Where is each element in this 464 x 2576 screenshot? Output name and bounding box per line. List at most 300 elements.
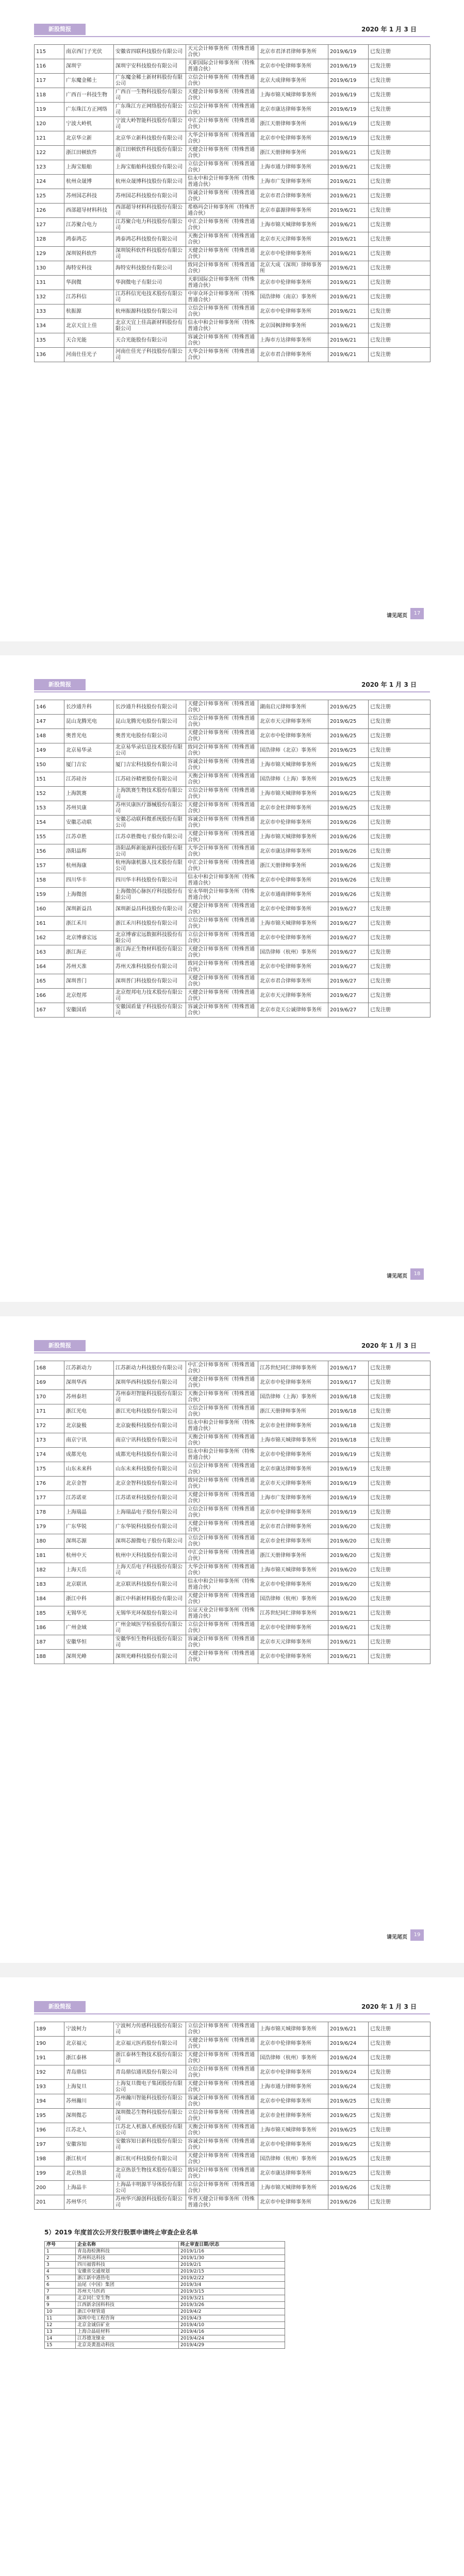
table-cell: 容诚会计师事务所（特殊普通合伙） — [186, 1635, 258, 1650]
table-cell: 196 — [35, 2123, 64, 2138]
table-cell: 2019/6/21 — [328, 146, 369, 160]
table-cell: 广东珠江方正网络股份有限公司 — [114, 103, 186, 117]
table-row — [45, 2295, 285, 2302]
header-divider — [34, 2013, 430, 2014]
table-cell: 2 — [45, 2255, 76, 2262]
table-cell: 北京市中伦律师事务所 — [258, 59, 328, 74]
table-cell: 杭州海康机器人技术股份有限公司 — [114, 859, 186, 873]
table-cell: 已发注册 — [369, 2022, 430, 2037]
table-cell: 2019/6/19 — [328, 1448, 369, 1462]
table-cell: 立信会计师事务所（特殊普通合伙） — [186, 1404, 258, 1419]
table-row — [35, 1448, 430, 1462]
table-cell: 8 — [45, 2295, 76, 2302]
table-row — [35, 1390, 430, 1404]
table-header-row — [45, 2242, 285, 2248]
table-cell: 已发注册 — [369, 945, 430, 960]
table-cell: 杭州众晟博科技股份有限公司 — [114, 175, 186, 189]
table-cell: 已发注册 — [369, 1477, 430, 1491]
table-cell: 已发注册 — [369, 1592, 430, 1606]
table-row — [35, 2138, 430, 2152]
table-cell: 安徽芯动联科微系统股份有限公司 — [114, 816, 186, 830]
table-cell: 2019/6/26 — [328, 2181, 369, 2195]
table-cell: 浙江天册律师事务所 — [258, 1549, 328, 1563]
table-cell: 北京市中伦律师事务所 — [258, 2138, 328, 2152]
table-cell: 上海复旦 — [64, 2080, 114, 2094]
table-row — [35, 1534, 430, 1549]
page-footer — [0, 1929, 464, 1947]
table-cell: 2019/2/22 — [179, 2275, 285, 2282]
table-cell: 河南仕佳光子科技股份有限公司 — [114, 348, 186, 362]
table-cell: 124 — [35, 175, 64, 189]
table-cell: 深圳普门科技股份有限公司 — [114, 974, 186, 989]
table-row — [45, 2289, 285, 2295]
table-cell: 200 — [35, 2181, 64, 2195]
table-cell: 已发注册 — [369, 1534, 430, 1549]
table-row — [35, 59, 430, 74]
table-cell: 2019/6/27 — [328, 931, 369, 945]
table-row — [35, 218, 430, 232]
table-cell: 奥普光电 — [64, 729, 114, 743]
table-cell: 宁波大岭智能科技股份有限公司 — [114, 117, 186, 131]
table-cell: 安徽国盾 — [64, 1003, 114, 1018]
table-cell: 北京热景 — [64, 2166, 114, 2181]
table-row — [35, 2022, 430, 2037]
table-cell: 北京市君合律师事务所 — [258, 974, 328, 989]
ipo-table — [34, 1361, 430, 1664]
header-divider — [34, 691, 430, 692]
table-cell: 129 — [35, 247, 64, 261]
table-cell: 致同会计师事务所（特殊普通合伙） — [186, 743, 258, 758]
table-cell: 苏州科达科技 — [76, 2255, 179, 2262]
table-cell: 已发注册 — [369, 290, 430, 304]
table-cell: 厦门吉宏 — [64, 758, 114, 772]
table-cell: 天健会计师事务所（特殊普通合伙） — [186, 1650, 258, 1664]
table-row — [35, 1650, 430, 1664]
table-cell: 北京市中伦律师事务所 — [258, 2037, 328, 2051]
table-cell: 上海微创 — [64, 888, 114, 902]
table-cell: 2019/6/20 — [328, 1534, 369, 1549]
table-row — [35, 830, 430, 844]
table-row — [35, 1433, 430, 1448]
table-cell: 天健会计师事务所（特殊普通合伙） — [186, 2152, 258, 2166]
table-cell: 青岛海检测科技 — [76, 2248, 179, 2255]
table-cell: 2019/6/21 — [328, 247, 369, 261]
table-cell: 2019/6/18 — [328, 1419, 369, 1433]
table-row — [35, 1505, 430, 1520]
table-row — [35, 2181, 430, 2195]
table-cell: 山东未来科技股份有限公司 — [114, 1462, 186, 1477]
table-cell: 国浩律师（杭州）事务所 — [258, 2051, 328, 2065]
table-cell: 北京市中伦律师事务所 — [258, 1621, 328, 1635]
table-cell: 苏州天准科技股份有限公司 — [114, 960, 186, 974]
table-cell: 130 — [35, 261, 64, 276]
table-row — [35, 88, 430, 103]
table-cell: 浙江中科 — [64, 1592, 114, 1606]
table-row — [35, 247, 430, 261]
table-cell: 北京市君合律师事务所 — [258, 348, 328, 362]
table-cell: 北京市中伦律师事务所 — [258, 276, 328, 290]
table-cell: 已发注册 — [369, 2152, 430, 2166]
table-cell: 苏州瀚川 — [64, 2094, 114, 2109]
table-cell: 大华会计师事务所（特殊普通合伙） — [186, 131, 258, 146]
table-cell: 2019/6/20 — [328, 1592, 369, 1606]
table-cell: 信永中和会计师事务所（特殊普通合伙） — [186, 319, 258, 333]
table-cell: 已发注册 — [369, 1650, 430, 1664]
table-cell: 北京市嘉源律师事务所 — [258, 204, 328, 218]
table-cell: 125 — [35, 189, 64, 204]
table-cell: 天健会计师事务所（特殊普通合伙） — [186, 989, 258, 1003]
table-cell: 180 — [35, 1534, 64, 1549]
table-cell: 1 — [45, 2248, 76, 2255]
table-cell: 江西新余国科科技 — [76, 2302, 179, 2309]
table-cell: 天衡会计师事务所（特殊普通合伙） — [186, 2123, 258, 2138]
table-row — [35, 1376, 430, 1390]
table-cell: 已发注册 — [369, 2051, 430, 2065]
table-cell: 苏州华兴源创科技股份有限公司 — [114, 2195, 186, 2210]
table-cell: 已发注册 — [369, 276, 430, 290]
table-cell: 上海市锦天城律师事务所 — [258, 218, 328, 232]
table-cell: 2019/6/21 — [328, 304, 369, 319]
table-cell: 154 — [35, 816, 64, 830]
table-cell: 已发注册 — [369, 2109, 430, 2123]
table-cell: 2019/6/19 — [328, 1462, 369, 1477]
table-cell: 2019/6/21 — [328, 261, 369, 276]
table-cell: 深圳微芯生物科技股份有限公司 — [114, 2109, 186, 2123]
table-cell: 192 — [35, 2065, 64, 2080]
table-cell: 天职国际会计师事务所（特殊普通合伙） — [186, 59, 258, 74]
table-cell: 大华会计师事务所（特殊普通合伙） — [186, 1563, 258, 1578]
table-cell: 南京宁讯 — [64, 1433, 114, 1448]
ipo-table — [34, 44, 430, 362]
table-cell: 已发注册 — [369, 1520, 430, 1534]
table-cell: 浙江禾川科技股份有限公司 — [114, 917, 186, 931]
table-row — [45, 2329, 285, 2335]
table-cell: 已发注册 — [369, 146, 430, 160]
table-row — [35, 204, 430, 218]
table-cell: 容诚会计师事务所（特殊普通合伙） — [186, 1003, 258, 1018]
table-cell: 已发注册 — [369, 2123, 430, 2138]
table-cell: 苏州瀚川智能科技股份有限公司 — [114, 2094, 186, 2109]
table-cell: 已发注册 — [369, 232, 430, 247]
table-cell: 北京市金杜律师事务所 — [258, 2109, 328, 2123]
table-cell: 2019/6/17 — [328, 1376, 369, 1390]
table-cell: 江苏聚合电力科技股份有限公司 — [114, 218, 186, 232]
table-cell: 2019/6/19 — [328, 117, 369, 131]
table-cell: 147 — [35, 715, 64, 729]
table-cell: 135 — [35, 333, 64, 348]
table-row — [45, 2262, 285, 2268]
table-cell: 174 — [35, 1448, 64, 1462]
report-page — [0, 1977, 464, 2576]
table-cell: 118 — [35, 88, 64, 103]
table-cell: 已发注册 — [369, 2037, 430, 2051]
table-cell: 177 — [35, 1491, 64, 1505]
table-cell: 已发注册 — [369, 2065, 430, 2080]
table-cell: 鸿泰鸿芯科技股份有限公司 — [114, 232, 186, 247]
table-cell: 杭州众晟博 — [64, 175, 114, 189]
table-cell: 海特安科技 — [64, 261, 114, 276]
table-row — [35, 801, 430, 816]
table-cell: 已发注册 — [369, 2181, 430, 2195]
table-cell: 北京大成（深圳）律师事务所 — [258, 261, 328, 276]
table-cell: 浙江天册律师事务所 — [258, 859, 328, 873]
table-cell: 9 — [45, 2302, 76, 2309]
table-cell: 南京宁讯科技股份有限公司 — [114, 1433, 186, 1448]
table-cell: 鸿泰鸿芯 — [64, 232, 114, 247]
table-cell: 191 — [35, 2051, 64, 2065]
table-cell: 北京联讯科技股份有限公司 — [114, 1578, 186, 1592]
table-cell: 江苏科信光电技术股份有限公司 — [114, 290, 186, 304]
table-cell: 信永中和会计师事务所（特殊普通合伙） — [186, 175, 258, 189]
table-cell: 160 — [35, 902, 64, 917]
table-cell: 已发注册 — [369, 715, 430, 729]
table-cell: 2019/6/21 — [328, 232, 369, 247]
table-cell: 华润微 — [64, 276, 114, 290]
table-cell: 浙江光电科技股份有限公司 — [114, 1404, 186, 1419]
table-row — [35, 1635, 430, 1650]
table-cell: 已发注册 — [369, 743, 430, 758]
table-cell: 2019/6/25 — [328, 2152, 369, 2166]
table-cell: 致同会计师事务所（特殊普通合伙） — [186, 960, 258, 974]
table-cell: 北京大成律师事务所 — [258, 74, 328, 88]
table-cell: 2019/6/18 — [328, 1390, 369, 1404]
table-cell: 158 — [35, 873, 64, 888]
table-cell: 2019/6/24 — [328, 2037, 369, 2051]
table-cell: 168 — [35, 1361, 64, 1376]
table-cell: 2019/6/21 — [328, 189, 369, 204]
table-cell: 深圳光峰科技股份有限公司 — [114, 1650, 186, 1664]
table-cell: 187 — [35, 1635, 64, 1650]
table-cell: 河南仕佳光子 — [64, 348, 114, 362]
table-cell: 已发注册 — [369, 348, 430, 362]
table-cell: 2019/6/19 — [328, 1505, 369, 1520]
table-cell: 132 — [35, 290, 64, 304]
table-cell: 苏州天准 — [64, 960, 114, 974]
table-cell: 2019/6/27 — [328, 917, 369, 931]
table-cell: 2019/4/3 — [179, 2315, 285, 2322]
table-cell: 国浩律师（北京）事务所 — [258, 743, 328, 758]
table-cell: 广东华锐 — [64, 1520, 114, 1534]
table-cell: 北京市天元律师事务所 — [258, 1477, 328, 1491]
table-cell: 天合光能股份有限公司 — [114, 333, 186, 348]
table-cell: 广州金域 — [64, 1621, 114, 1635]
table-cell: 浙江天册律师事务所 — [258, 146, 328, 160]
table-cell: 上海天岳电子科技股份有限公司 — [114, 1563, 186, 1578]
table-cell: 172 — [35, 1419, 64, 1433]
table-cell: 广东魔金稀土 — [64, 74, 114, 88]
table-cell: 天职国际会计师事务所（特殊普通合伙） — [186, 276, 258, 290]
footer-label: 请见尾页 — [387, 1274, 407, 1279]
table-cell: 浙江泰林 — [64, 2051, 114, 2065]
table-cell: 15 — [45, 2342, 76, 2349]
table-row — [35, 175, 430, 189]
report-date: 2020 年 1 月 3 日 — [361, 1342, 417, 1349]
table-cell: 北京福元医药股份有限公司 — [114, 2037, 186, 2051]
table-cell: 2019/6/26 — [328, 830, 369, 844]
table-row — [35, 2094, 430, 2109]
table-row — [35, 787, 430, 801]
table-cell: 2019/6/27 — [328, 974, 369, 989]
table-cell: 2019/6/26 — [328, 859, 369, 873]
table-cell: 天衡会计师事务所（特殊普通合伙） — [186, 232, 258, 247]
table-cell: 上海晶丰明源半导体股份有限公司 — [114, 2181, 186, 2195]
table-cell: 已发注册 — [369, 888, 430, 902]
table-cell: 宁波大岭机 — [64, 117, 114, 131]
table-cell: 天健会计师事务所（特殊普通合伙） — [186, 830, 258, 844]
table-cell: 北京市天元律师事务所 — [258, 1635, 328, 1650]
table-cell: 167 — [35, 1003, 64, 1018]
table-row — [35, 146, 430, 160]
table-cell: 166 — [35, 989, 64, 1003]
table-cell: 青岛鼎信 — [64, 2065, 114, 2080]
table-cell: 北京市金杜律师事务所 — [258, 801, 328, 816]
page-number: 18 — [410, 1268, 424, 1280]
table-cell: 2019/6/26 — [328, 816, 369, 830]
table-cell: 深圳光峰 — [64, 1650, 114, 1664]
table-cell: 立信会计师事务所（特殊普通合伙） — [186, 2109, 258, 2123]
table-row — [35, 304, 430, 319]
table-row — [35, 45, 430, 59]
table-row — [45, 2248, 285, 2255]
table-cell: 浙江杭可 — [64, 2152, 114, 2166]
report-page — [0, 1316, 464, 1963]
table-cell: 171 — [35, 1404, 64, 1419]
table-cell: 安永华明会计师事务所（特殊普通合伙） — [186, 888, 258, 902]
table-cell: 天健会计师事务所（特殊普通合伙） — [186, 729, 258, 743]
table-cell: 上海瑞晶电子股份有限公司 — [114, 1505, 186, 1520]
table-cell: 159 — [35, 888, 64, 902]
table-cell: 天健会计师事务所（特殊普通合伙） — [186, 146, 258, 160]
table-cell: 中汇会计师事务所（特殊普通合伙） — [186, 859, 258, 873]
table-cell: 2019/6/25 — [328, 2094, 369, 2109]
table-cell: 北京市中伦律师事务所 — [258, 1505, 328, 1520]
table-cell: 立信会计师事务所（特殊普通合伙） — [186, 160, 258, 175]
table-row — [35, 261, 430, 276]
table-row — [35, 917, 430, 931]
table-cell: 上海宝船舶 — [64, 160, 114, 175]
table-cell: 188 — [35, 1650, 64, 1664]
table-cell: 已发注册 — [369, 1448, 430, 1462]
table-cell: 2019/6/21 — [328, 333, 369, 348]
table-cell: 上海市广发律师事务所 — [258, 1491, 328, 1505]
table-cell: 湖南启元律师事务所 — [258, 700, 328, 715]
table-cell: 浙江海正生物材料股份有限公司 — [114, 945, 186, 960]
table-cell: 信永中和会计师事务所（特殊普通合伙） — [186, 1578, 258, 1592]
table-cell: 苏州华兴 — [64, 2195, 114, 2210]
table-cell: 148 — [35, 729, 64, 743]
table-cell: 2019/6/18 — [328, 1433, 369, 1448]
table-cell: 119 — [35, 103, 64, 117]
table-cell: 194 — [35, 2094, 64, 2109]
table-cell: 北京市中伦律师事务所 — [258, 1448, 328, 1462]
table-row — [35, 1621, 430, 1635]
table-row — [35, 743, 430, 758]
table-cell: 北京华立新科技股份有限公司 — [114, 131, 186, 146]
table-cell: 2019/6/19 — [328, 74, 369, 88]
table-cell: 四川华丰科技股份有限公司 — [114, 873, 186, 888]
table-cell: 立信会计师事务所（特殊普通合伙） — [186, 1462, 258, 1477]
table-cell: 深圳新益昌 — [64, 902, 114, 917]
page-header — [0, 1337, 464, 1354]
table-cell: 上海市锦天城律师事务所 — [258, 2022, 328, 2037]
table-cell: 197 — [35, 2138, 64, 2152]
table-cell: 2019/6/19 — [328, 1477, 369, 1491]
table-cell: 容诚会计师事务所（特殊普通合伙） — [186, 2138, 258, 2152]
table-cell: 立信会计师事务所（特殊普通合伙） — [186, 304, 258, 319]
table-cell: 西部超导材料科技 — [64, 204, 114, 218]
table-cell: 深圳华西科技股份有限公司 — [114, 1376, 186, 1390]
table-cell: 2019/6/24 — [328, 2051, 369, 2065]
table-cell: 5 — [45, 2275, 76, 2282]
table-cell: 立信会计师事务所（特殊普通合伙） — [186, 1621, 258, 1635]
table-cell: 立信会计师事务所（特殊普通合伙） — [186, 2065, 258, 2080]
table-cell: 中汇会计师事务所（特殊普通合伙） — [186, 1361, 258, 1376]
table-row — [35, 945, 430, 960]
report-tag: 新股简报 — [34, 24, 86, 35]
table-row — [35, 700, 430, 715]
table-cell: 北京易华录 — [64, 743, 114, 758]
table-cell: 北京市康达律师事务所 — [258, 2166, 328, 2181]
table-cell: 山东未来科 — [64, 1462, 114, 1477]
table-cell: 北京市中伦律师事务所 — [258, 960, 328, 974]
table-row — [35, 1578, 430, 1592]
table-cell: 广州金域医学检验股份有限公司 — [114, 1621, 186, 1635]
table-cell: 2019/6/19 — [328, 1491, 369, 1505]
table-row — [45, 2309, 285, 2315]
table-cell: 2019/6/19 — [328, 131, 369, 146]
table-cell: 浙江田顿软件科技股份有限公司 — [114, 146, 186, 160]
table-row — [35, 729, 430, 743]
table-row — [35, 989, 430, 1003]
table-cell: 已发注册 — [369, 1505, 430, 1520]
table-cell: 四川华丰 — [64, 873, 114, 888]
table-cell: 169 — [35, 1376, 64, 1390]
table-cell: 193 — [35, 2080, 64, 2094]
table-cell: 信永中和会计师事务所（特殊普通合伙） — [186, 1448, 258, 1462]
table-cell: 北京金诚信矿业 — [76, 2322, 179, 2329]
table-cell: 致同会计师事务所（特殊普通合伙） — [186, 1477, 258, 1491]
table-cell: 浙江海正 — [64, 945, 114, 960]
table-cell: 深圳微芯 — [64, 2109, 114, 2123]
table-cell: 江苏世纪同仁律师事务所 — [258, 1606, 328, 1621]
table-row — [35, 131, 430, 146]
table-cell: 2019/4/2 — [179, 2309, 285, 2315]
table-cell: 157 — [35, 859, 64, 873]
table-cell: 上海市通力律师事务所 — [258, 2080, 328, 2094]
table-cell: 立信会计师事务所（特殊普通合伙） — [186, 1534, 258, 1549]
table-cell: 2019/6/24 — [328, 2080, 369, 2094]
table-cell: 容诚会计师事务所（特殊普通合伙） — [186, 816, 258, 830]
table-cell: 北京煜邦电力技术股份有限公司 — [114, 989, 186, 1003]
table-cell: 北京市中伦律师事务所 — [258, 2195, 328, 2210]
table-row — [35, 103, 430, 117]
page-number: 17 — [410, 608, 424, 619]
table-cell: 2019/6/21 — [328, 160, 369, 175]
table-cell: 173 — [35, 1433, 64, 1448]
table-cell: 2019/4/24 — [179, 2335, 285, 2342]
table-cell: 上海市锦天城律师事务所 — [258, 1563, 328, 1578]
table-cell: 天健会计师事务所（特殊普通合伙） — [186, 801, 258, 816]
table-cell: 120 — [35, 117, 64, 131]
table-cell: 2019/6/21 — [328, 218, 369, 232]
table-row — [35, 1491, 430, 1505]
table-cell: 北京同仁堂生物 — [76, 2295, 179, 2302]
table-cell: 海特安科技股份有限公司 — [114, 261, 186, 276]
table-cell: 2019/3/4 — [179, 2282, 285, 2289]
table-cell: 北京易华录信息技术股份有限公司 — [114, 743, 186, 758]
table-cell: 奥普光电股份有限公司 — [114, 729, 186, 743]
table-cell: 2019/6/18 — [328, 1404, 369, 1419]
